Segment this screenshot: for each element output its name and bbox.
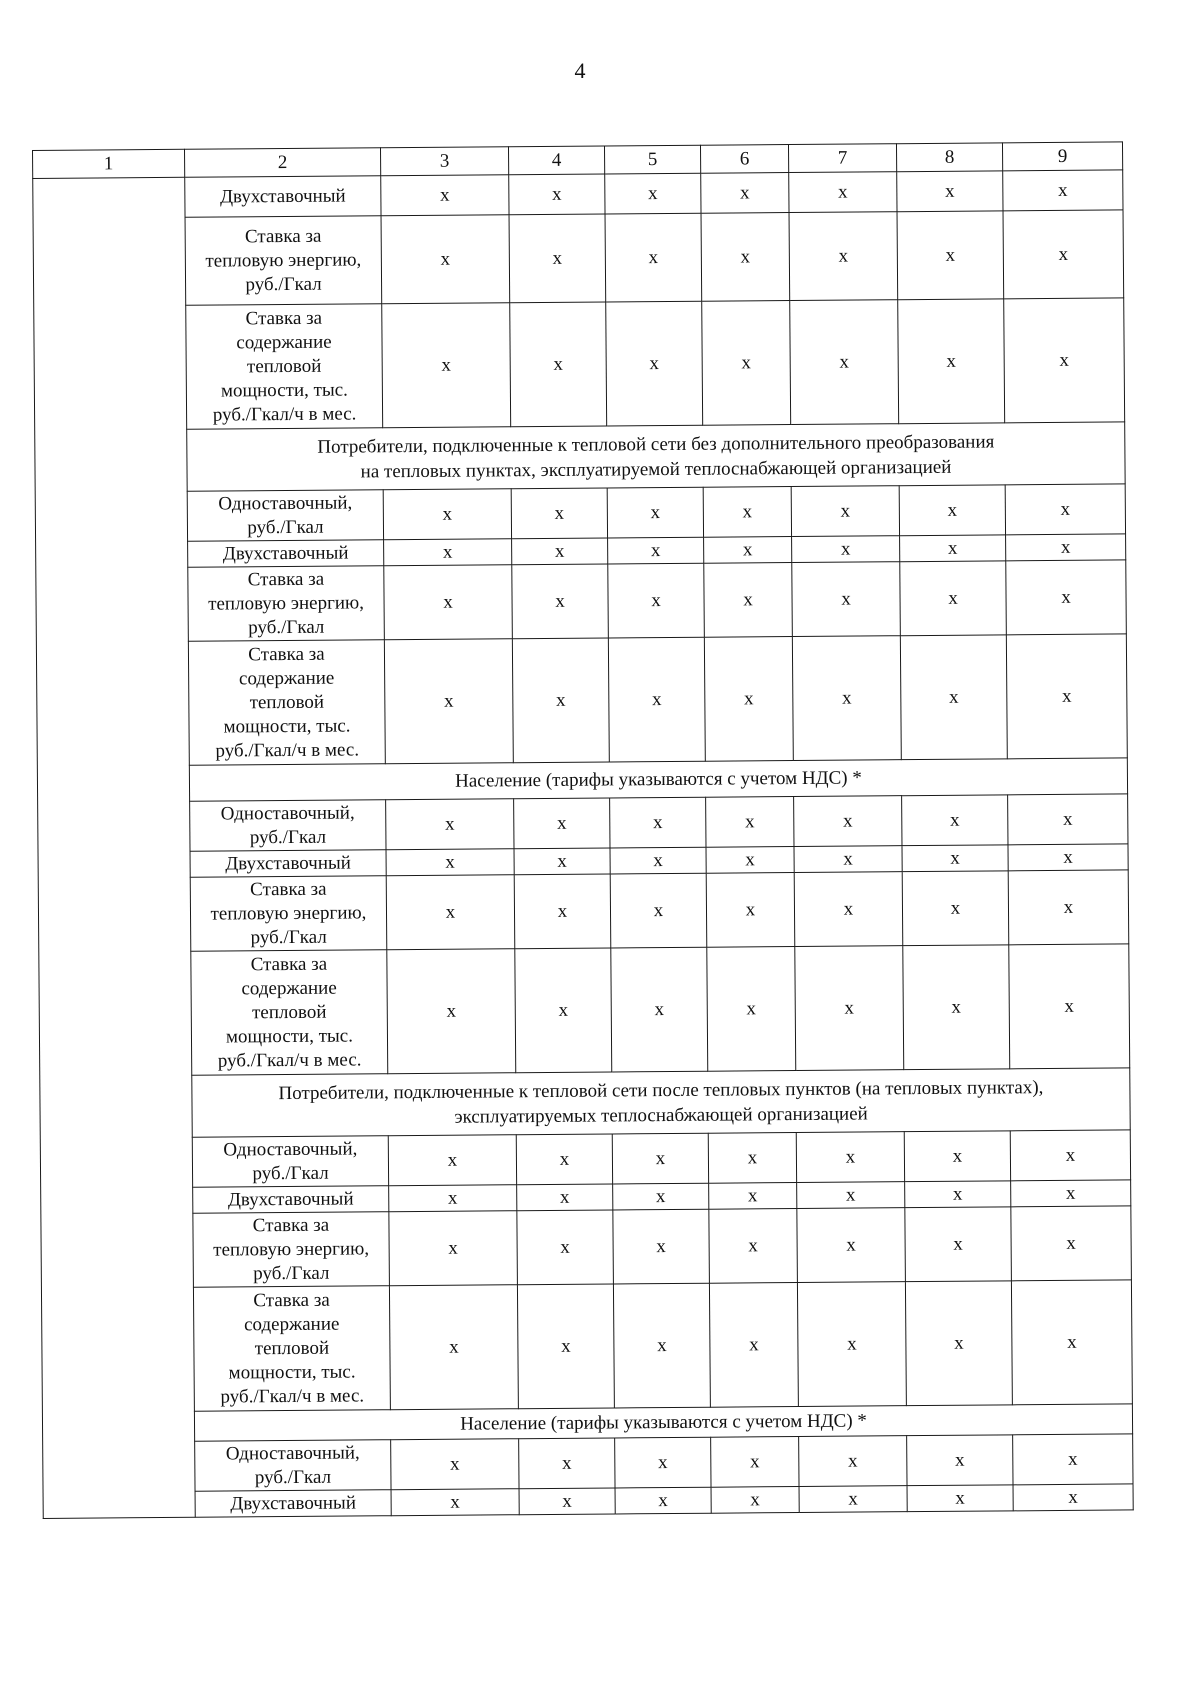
- value-mark: х: [516, 1134, 612, 1185]
- column-number: 8: [896, 143, 1002, 172]
- value-mark: х: [702, 301, 791, 426]
- tariff-label: [193, 1286, 390, 1412]
- tariff-label-line: мощности, тыс.: [223, 715, 351, 738]
- tariff-label-line: Одноставочный,: [220, 801, 355, 825]
- column-number: 6: [700, 145, 788, 174]
- value-mark: х: [1011, 1180, 1131, 1207]
- tariff-label-line: Ставка за: [250, 878, 327, 900]
- value-mark: х: [1006, 560, 1127, 635]
- value-mark: х: [386, 875, 515, 950]
- value-mark: х: [509, 214, 606, 303]
- value-mark: х: [797, 1282, 906, 1407]
- value-mark: х: [608, 563, 705, 638]
- value-mark: х: [905, 1281, 1012, 1406]
- table-row: [33, 210, 1124, 307]
- value-mark: х: [512, 638, 609, 763]
- value-mark: х: [704, 637, 793, 762]
- value-mark: х: [701, 213, 790, 302]
- value-mark: х: [381, 175, 509, 216]
- table-row: [41, 1206, 1132, 1289]
- tariff-label-line: содержание: [238, 667, 335, 689]
- column-number: 1: [33, 149, 185, 178]
- value-mark: х: [792, 636, 901, 761]
- table-row: [36, 560, 1127, 643]
- value-mark: х: [514, 848, 610, 875]
- table-row: [39, 944, 1130, 1077]
- value-mark: х: [900, 635, 1007, 760]
- page-number: 4: [574, 58, 586, 83]
- tariff-label-line: тепловой: [254, 1337, 330, 1359]
- section-heading-line: Население (тарифы указываются с учетом НДС) *: [460, 1410, 867, 1435]
- tariff-label: [190, 876, 387, 952]
- tariff-label-line: тепловой: [251, 1001, 327, 1023]
- value-mark: х: [511, 488, 607, 539]
- value-mark: х: [709, 1283, 798, 1408]
- tariff-label-line: руб./Гкал: [248, 616, 325, 638]
- value-mark: х: [389, 1285, 518, 1410]
- value-mark: х: [1003, 170, 1123, 211]
- value-mark: х: [608, 637, 705, 762]
- value-mark: х: [1004, 298, 1125, 423]
- tariff-label-line: руб./Гкал: [253, 1262, 330, 1284]
- column-number: 9: [1002, 142, 1122, 171]
- tariff-label-line: руб./Гкал: [252, 1162, 329, 1184]
- tariff-label-line: руб./Гкал: [250, 926, 327, 948]
- value-mark: х: [904, 1131, 1010, 1182]
- column-number: 4: [508, 146, 604, 175]
- tariff-label-line: Ставка за: [253, 1289, 330, 1311]
- row-number-cell: [33, 177, 196, 1518]
- tariff-label-line: Ставка за: [245, 307, 323, 329]
- section-heading-line: Потребители, подключенные к тепловой сети без дополнительного преобразования: [317, 430, 995, 458]
- value-mark: х: [711, 1487, 799, 1514]
- value-mark: х: [706, 797, 794, 848]
- value-mark: х: [1006, 634, 1127, 759]
- tariff-label: [187, 490, 383, 542]
- value-mark: х: [611, 947, 708, 1072]
- tariff-label-line: Ставка за: [250, 953, 328, 975]
- value-mark: х: [905, 1207, 1012, 1282]
- value-mark: х: [607, 487, 703, 538]
- tariff-label-line: содержание: [236, 331, 332, 353]
- tariff-label-line: тепловую энергию,: [213, 1237, 370, 1261]
- value-mark: х: [900, 561, 1007, 636]
- tariff-label-line: руб./Гкал: [247, 516, 324, 538]
- tariff-label: [193, 1212, 390, 1288]
- value-mark: х: [384, 539, 512, 566]
- tariff-label: [195, 1490, 391, 1518]
- value-mark: х: [902, 871, 1009, 946]
- column-number: 7: [788, 144, 896, 173]
- value-mark: х: [907, 1435, 1013, 1486]
- value-mark: х: [388, 1135, 516, 1186]
- value-mark: х: [704, 537, 792, 564]
- value-mark: х: [791, 486, 899, 537]
- tariff-label-line: руб./Гкал/ч в мес.: [215, 738, 360, 762]
- value-mark: х: [790, 300, 899, 425]
- value-mark: х: [902, 795, 1008, 846]
- value-mark: х: [898, 299, 1005, 424]
- value-mark: х: [797, 1182, 905, 1209]
- value-mark: х: [1008, 794, 1128, 845]
- tariff-label: [188, 540, 384, 568]
- value-mark: х: [384, 565, 513, 640]
- tariff-label-line: Двухставочный: [230, 1491, 357, 1514]
- value-mark: х: [384, 639, 513, 764]
- value-mark: х: [797, 1208, 906, 1283]
- section-heading-line: на тепловых пунктах, эксплуатируемой теплоснабжающей организацией: [360, 456, 952, 482]
- section-row: [35, 422, 1125, 493]
- value-mark: х: [606, 301, 703, 426]
- value-mark: х: [703, 487, 791, 538]
- value-mark: х: [897, 171, 1003, 212]
- value-mark: х: [1005, 484, 1125, 535]
- value-mark: х: [613, 1283, 710, 1408]
- table-row: [38, 794, 1128, 853]
- tariff-label: [192, 1136, 388, 1188]
- value-mark: х: [514, 798, 610, 849]
- value-mark: х: [796, 1132, 904, 1183]
- value-mark: х: [391, 1489, 519, 1516]
- value-mark: х: [792, 536, 900, 563]
- value-mark: х: [605, 173, 701, 214]
- tariff-label-line: Ставка за: [252, 1214, 330, 1236]
- tariff-label-line: Одноставочный,: [223, 1137, 358, 1161]
- tariff-label: [190, 850, 386, 878]
- value-mark: х: [517, 1184, 613, 1211]
- tariff-label-line: мощности, тыс.: [228, 1360, 356, 1383]
- table-row: [40, 1130, 1130, 1189]
- value-mark: х: [382, 303, 511, 428]
- tariff-label-line: руб./Гкал/ч в мес.: [217, 1048, 362, 1072]
- section-heading-line: Потребители, подключенные к тепловой сети после тепловых пунктов (на тепловых пунктах),: [278, 1076, 1044, 1104]
- value-mark: х: [795, 946, 904, 1071]
- value-mark: х: [610, 847, 706, 874]
- tariff-label: [186, 304, 383, 430]
- tariff-label-line: Одноставочный,: [225, 1441, 360, 1465]
- column-number: 5: [604, 145, 700, 174]
- tariff-label-line: руб./Гкал: [249, 826, 327, 848]
- value-mark: х: [799, 1486, 907, 1513]
- section-heading: [187, 422, 1125, 491]
- table-row: [36, 634, 1127, 767]
- value-mark: х: [615, 1437, 711, 1488]
- value-mark: х: [789, 212, 898, 301]
- tariff-label-line: Двухставочный: [227, 1188, 354, 1210]
- value-mark: х: [517, 1210, 614, 1285]
- tariff-label-line: тепловой: [246, 355, 322, 377]
- tariff-label-line: тепловую энергию,: [205, 248, 362, 272]
- value-mark: х: [387, 949, 516, 1074]
- tariff-label-line: Двухставочный: [225, 852, 352, 875]
- tariff-label-line: содержание: [243, 1313, 340, 1335]
- column-number: 3: [380, 147, 508, 176]
- value-mark: х: [1003, 210, 1124, 299]
- section-heading-line: Население (тарифы указываются с учетом НДС) *: [455, 767, 862, 792]
- table-row: [34, 298, 1125, 431]
- tariff-label-line: мощности, тыс.: [220, 379, 348, 402]
- value-mark: х: [1010, 1130, 1130, 1181]
- tariff-label: [185, 216, 382, 306]
- tariff-table: [32, 141, 1134, 1519]
- value-mark: х: [612, 1133, 708, 1184]
- value-mark: х: [903, 945, 1010, 1070]
- value-mark: х: [706, 847, 794, 874]
- value-mark: х: [701, 173, 789, 214]
- value-mark: х: [1011, 1280, 1132, 1405]
- tariff-label-line: Ставка за: [247, 568, 325, 590]
- value-mark: х: [610, 797, 706, 848]
- table-row: [35, 484, 1125, 543]
- value-mark: х: [383, 489, 511, 540]
- table-row: [43, 1434, 1133, 1493]
- value-mark: х: [512, 538, 608, 565]
- value-mark: х: [1011, 1206, 1132, 1281]
- value-mark: х: [907, 1485, 1013, 1512]
- value-mark: х: [900, 535, 1006, 562]
- value-mark: х: [608, 537, 704, 564]
- value-mark: х: [794, 846, 902, 873]
- value-mark: х: [610, 873, 707, 948]
- value-mark: х: [1009, 944, 1130, 1069]
- tariff-label-line: руб./Гкал/ч в мес.: [212, 402, 357, 426]
- tariff-label: [195, 1440, 391, 1492]
- value-mark: х: [1008, 844, 1128, 871]
- tariff-label-line: Ставка за: [248, 643, 325, 665]
- value-mark: х: [515, 948, 612, 1073]
- table-row: [41, 1280, 1132, 1413]
- section-heading-line: эксплуатируемых теплоснабжающей организацией: [454, 1102, 868, 1128]
- tariff-label-line: тепловую энергию,: [210, 901, 367, 925]
- tariff-label-line: Ставка за: [244, 225, 322, 247]
- tariff-label-line: Двухставочный: [222, 542, 349, 565]
- value-mark: х: [902, 845, 1008, 872]
- value-mark: х: [899, 485, 1005, 536]
- value-mark: х: [794, 872, 903, 947]
- value-mark: х: [1013, 1434, 1133, 1485]
- value-mark: х: [1006, 534, 1126, 561]
- value-mark: х: [613, 1209, 710, 1284]
- value-mark: х: [1013, 1484, 1133, 1511]
- value-mark: х: [708, 1133, 796, 1184]
- tariff-label: [193, 1186, 389, 1214]
- value-mark: х: [389, 1211, 518, 1286]
- value-mark: х: [615, 1487, 711, 1514]
- value-mark: х: [519, 1488, 615, 1515]
- value-mark: х: [897, 211, 1004, 300]
- tariff-label: [188, 640, 385, 766]
- section-row: [40, 1068, 1130, 1139]
- tariff-label-line: руб./Гкал: [254, 1466, 332, 1488]
- value-mark: х: [709, 1183, 797, 1210]
- value-mark: х: [707, 947, 796, 1072]
- value-mark: х: [391, 1439, 519, 1490]
- value-mark: х: [386, 849, 514, 876]
- tariff-label: [188, 566, 385, 642]
- table-row: [38, 870, 1129, 953]
- column-number: 2: [184, 148, 380, 178]
- value-mark: х: [512, 564, 609, 639]
- value-mark: х: [905, 1181, 1011, 1208]
- value-mark: х: [386, 799, 514, 850]
- tariff-label-line: мощности, тыс.: [225, 1025, 354, 1048]
- value-mark: х: [517, 1284, 614, 1409]
- value-mark: х: [613, 1183, 709, 1210]
- value-mark: х: [509, 174, 605, 215]
- value-mark: х: [514, 874, 611, 949]
- value-mark: х: [799, 1436, 907, 1487]
- tariff-label-line: Двухставочный: [219, 185, 346, 208]
- value-mark: х: [794, 796, 902, 847]
- value-mark: х: [792, 562, 901, 637]
- tariff-label-line: тепловую энергию,: [208, 591, 365, 615]
- tariff-label-line: тепловой: [249, 691, 325, 713]
- value-mark: х: [605, 213, 702, 302]
- tariff-label-line: руб./Гкал: [245, 273, 322, 295]
- tariff-label-line: содержание: [241, 977, 337, 999]
- value-mark: х: [519, 1438, 615, 1489]
- value-mark: х: [704, 563, 793, 638]
- value-mark: х: [709, 1209, 798, 1284]
- tariff-label: [185, 176, 381, 218]
- value-mark: х: [1008, 870, 1129, 945]
- value-mark: х: [711, 1437, 799, 1488]
- tariff-label-line: руб./Гкал/ч в мес.: [220, 1384, 365, 1408]
- value-mark: х: [389, 1185, 517, 1212]
- tariff-label: [191, 950, 388, 1076]
- value-mark: х: [510, 302, 607, 427]
- tariff-label-line: Одноставочный,: [218, 491, 353, 515]
- value-mark: х: [706, 873, 795, 948]
- tariff-label: [190, 800, 386, 852]
- value-mark: х: [789, 172, 897, 213]
- section-heading: [192, 1068, 1130, 1137]
- value-mark: х: [381, 215, 510, 304]
